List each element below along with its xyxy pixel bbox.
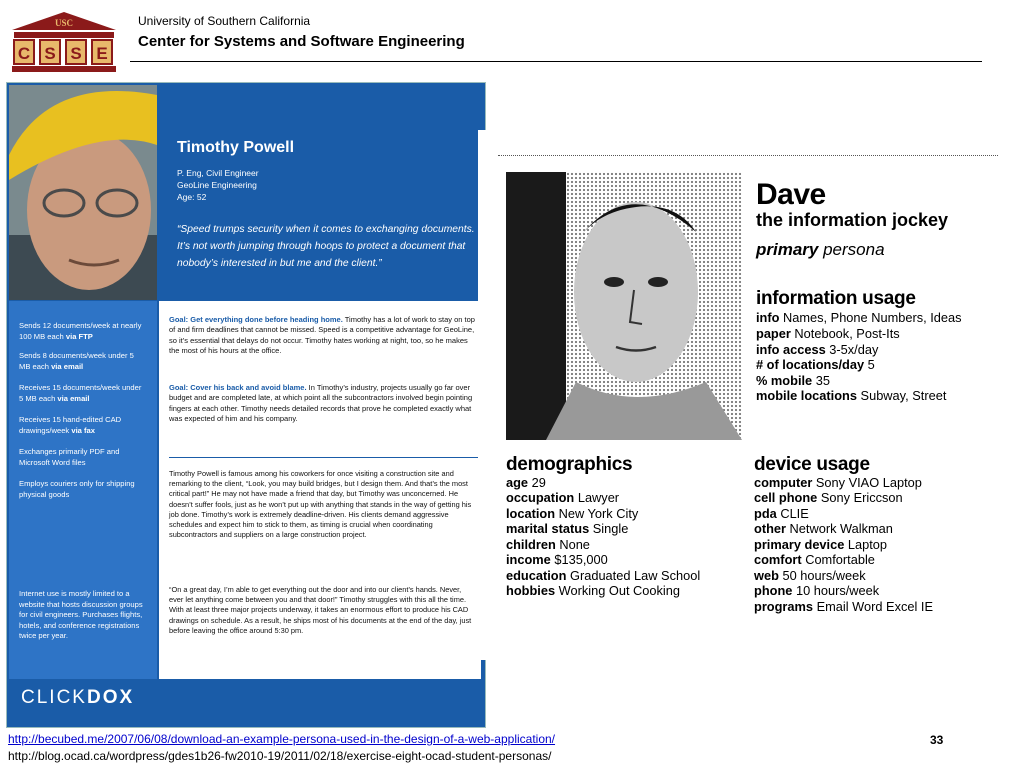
device-usage-heading: device usage (754, 454, 870, 475)
source-link-ocad: http://blog.ocad.ca/wordpress/gdes1b26-fw2010-19/2011/02/18/exercise-eight-ocad-student-personas/ (8, 749, 552, 763)
other-device-field: other Network Walkman (754, 521, 893, 536)
comfort-field: comfort Comfortable (754, 552, 875, 567)
cell-phone-field: cell phone Sony Ericcson (754, 490, 903, 505)
svg-text:C: C (17, 44, 31, 63)
dave-persona-card (478, 130, 1008, 660)
svg-text:E: E (96, 44, 108, 63)
demographics-heading: demographics (506, 454, 633, 475)
section-divider (169, 457, 479, 458)
goal-paragraph: Goal: Get everything done before heading home. Timothy has a lot of work to stay on top of and firm deadlines that cannot be missed. Speed is a competitive advantage for GeoLine, so it’s essential that delays do not occur. Timothy hates working at night, too, so he makes the most of his hours at the office. (169, 315, 475, 355)
hobbies-field: hobbies Working Out Cooking (506, 583, 681, 598)
csse-logo (8, 10, 120, 74)
programs-field: programs Email Word Excel IE (754, 599, 933, 614)
persona-company: GeoLine Engineering (177, 180, 257, 190)
dave-subtitle: the information jockey (756, 210, 949, 230)
fact-item: Internet use is mostly limited to a website that hosts discussion groups for civil engineers. Purchases flights, hotels, and conference registrations twice per year. (19, 589, 143, 640)
university-name: University of Southern California (138, 14, 311, 28)
occupation-field: occupation Lawyer (506, 490, 620, 505)
timothy-persona-card (6, 82, 486, 728)
svg-text:S: S (70, 44, 82, 63)
persona-age: Age: 52 (177, 192, 207, 202)
info-access-field: info access 3-5x/day (756, 342, 879, 357)
paper-field: paper Notebook, Post-Its (756, 326, 900, 341)
slide-number: 33 (930, 733, 944, 747)
dave-persona-type: primary persona (756, 240, 885, 259)
fact-item: Sends 8 documents/week under 5 MB each via email (19, 351, 134, 371)
percent-mobile-field: % mobile 35 (756, 373, 830, 388)
marital-status-field: marital status Single (506, 521, 629, 536)
computer-field: computer Sony VIAO Laptop (754, 475, 922, 490)
persona-title: P. Eng, Civil Engineer (177, 168, 259, 178)
fact-item: Exchanges primarily PDF and Microsoft Word files (19, 447, 120, 467)
fact-item: Sends 12 documents/week at nearly 100 MB each via FTP (19, 321, 142, 341)
income-field: income $135,000 (506, 552, 608, 567)
web-usage-field: web 50 hours/week (754, 568, 866, 583)
fact-item: Receives 15 documents/week under 5 MB each via email (19, 383, 142, 403)
clickdox-brand-logo: CLICKDOX (21, 687, 135, 708)
story-paragraph: Timothy Powell is famous among his coworkers for once visiting a construction site and remarking to the client, “Look, you may build bridges, but I design them. And that’s the most critical part!” He may not have made a friend that day, but Timothy was unconcerned. He doesn’t suffer fools, just as he won’t put up with anything that stands in the way of getting his job done. Timothy’s work is extremely deadline-driven. His clients demand aggressive schedules and expect him to stick to them, as timing is crucial when coordinating subcontractors and suppliers on a large construction project. (169, 469, 472, 540)
age-field: age 29 (506, 475, 546, 490)
logo-usc-text: USC (54, 18, 74, 28)
story-paragraph: “On a great day, I’m able to get everything out the door and into our client’s hands. Never, ever let anything come between you and that door!” Timothy struggles with this all the time. With at least three major projects underway, it takes an enormous effort to produce his CAD drawings on schedule. As a result, he ships most of his documents at the end of the day, just before leaving the office around 5:30 pm. (169, 585, 472, 635)
svg-text:S: S (44, 44, 56, 63)
timothy-facts-column (9, 301, 157, 679)
primary-device-field: primary device Laptop (754, 537, 888, 552)
pda-field: pda CLIE (754, 506, 809, 521)
children-field: children None (506, 537, 590, 552)
fact-item: Employs couriers only for shipping physical goods (19, 479, 135, 499)
fact-item: Receives 15 hand-edited CAD drawings/week via fax (19, 415, 122, 435)
persona-name: Timothy Powell (177, 139, 295, 156)
header-divider (130, 61, 982, 62)
location-field: location New York City (506, 506, 639, 521)
locations-per-day-field: # of locations/day 5 (756, 357, 875, 372)
dave-top-border (498, 155, 998, 156)
information-usage-heading: information usage (756, 288, 916, 309)
phone-usage-field: phone 10 hours/week (754, 583, 880, 598)
education-field: education Graduated Law School (506, 568, 701, 583)
mobile-locations-field: mobile locations Subway, Street (756, 388, 947, 403)
timothy-portrait-image (9, 85, 157, 300)
goal-paragraph: Goal: Cover his back and avoid blame. In Timothy’s industry, projects usually go far over budget and are completed late, at which point all the subcontractors involved begin pointing fingers at each other. Timothy needs detailed records that prove he completed exactly what was expected of him and his company. (169, 383, 473, 423)
timothy-details-column (159, 301, 481, 679)
persona-quote: “Speed trumps security when it comes to exchanging documents. It’s not worth jumping through hoops to protect a document that nobody’s interested in but me and the client.” (177, 224, 475, 269)
dave-portrait-image (506, 172, 742, 440)
dave-name: Dave (756, 178, 826, 211)
source-link-becubed[interactable]: http://becubed.me/2007/06/08/download-an-example-persona-used-in-the-design-of-a-web-application/ (8, 732, 556, 746)
logo-letter-tiles (14, 40, 112, 64)
center-name: Center for Systems and Software Engineering (138, 33, 465, 50)
info-field: info Names, Phone Numbers, Ideas (756, 310, 962, 325)
